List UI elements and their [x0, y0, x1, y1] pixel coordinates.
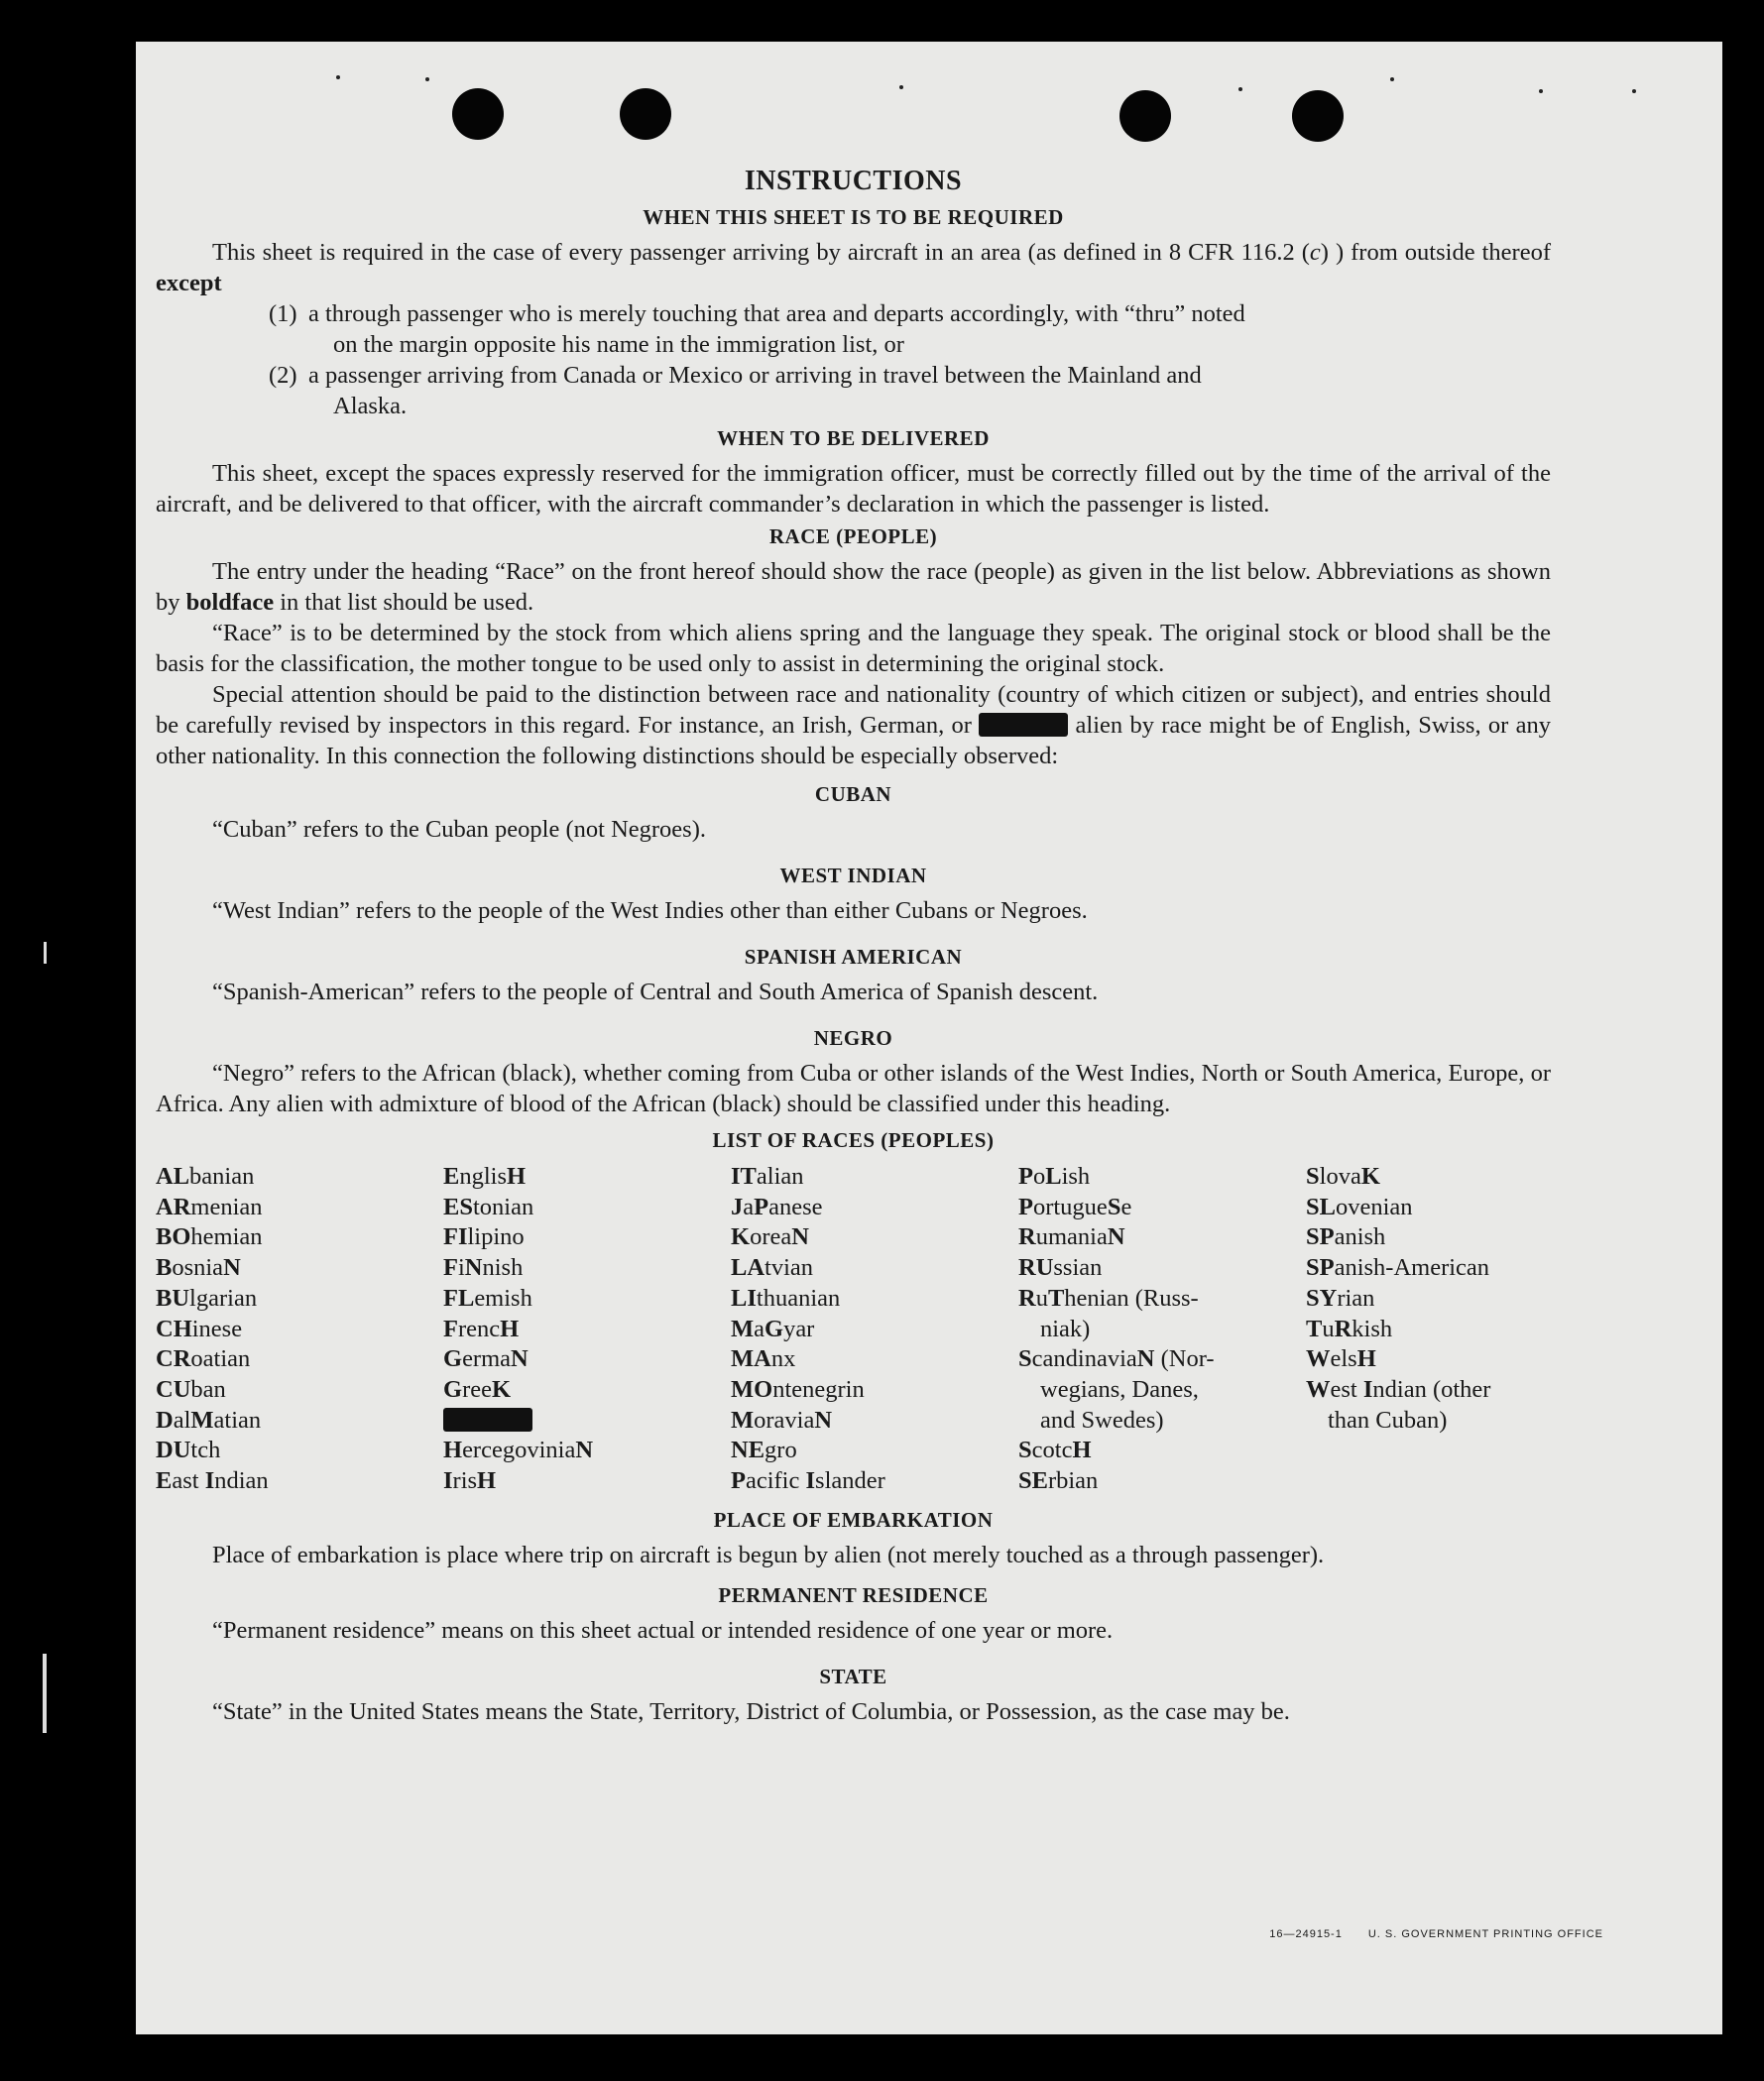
print-code: 16—24915-1 U. S. GOVERNMENT PRINTING OFFICE — [1269, 1928, 1603, 1940]
race-entry: SPanish-American — [1306, 1254, 1490, 1282]
punch-hole — [1292, 90, 1344, 142]
section-heading-residence: PERMANENT RESIDENCE — [718, 1582, 989, 1607]
race-entry: ScotcH — [1018, 1437, 1092, 1464]
speck — [1539, 89, 1543, 93]
punch-hole — [452, 88, 504, 140]
redaction-mark — [443, 1408, 532, 1432]
race-entry — [443, 1406, 731, 1437]
races-column — [443, 1162, 731, 1497]
race-entry: ScandinaviaN (Nor- wegians, Danes, and Swedes) — [1018, 1345, 1215, 1434]
section-heading-west-indian: WEST INDIAN — [779, 864, 927, 887]
race-paragraph-3: Special attention should be paid to the distinction between race and nationality (country of which citizen or subject), and entries should be carefully revised by inspectors in this regard. For instance, an Irish, German, or alien by race might be of English, Swiss, or any other nationality. In this connection the following distinctions should be especially observed: — [156, 681, 1551, 769]
race-entry: EStonian — [443, 1193, 534, 1220]
race-entry: FiNnish — [443, 1254, 524, 1282]
required-intro: This sheet is required in the case of every passenger arriving by aircraft in an area (as defined in 8 CFR 116.2 (c) ) from outside thereof except — [156, 239, 1551, 296]
race-entry: CRoatian — [156, 1345, 251, 1373]
delivered-text: This sheet, except the spaces expressly reserved for the immigration officer, must be correctly filled out by the time of the arrival of the aircraft, and be delivered to that officer, with the aircraft commander’s declaration in which the passenger is listed. — [156, 460, 1551, 518]
document-page — [136, 42, 1722, 2034]
races-column — [156, 1162, 443, 1497]
residence-text: “Permanent residence” means on this sheet actual or intended residence of one year or more. — [212, 1616, 1114, 1644]
race-entry: SLovenian — [1306, 1193, 1413, 1220]
race-entry: GermaN — [443, 1345, 529, 1373]
race-entry: DalMatian — [156, 1406, 262, 1434]
state-text: “State” in the United States means the State, Territory, District of Columbia, or Possession, as the case may be. — [212, 1697, 1290, 1725]
required-item-1: (1) a through passenger who is merely touching that area and departs accordingly, with “thru” noted on the margin opposite his name in the immigration list, or — [269, 300, 1245, 358]
race-entry: MOntenegrin — [731, 1375, 865, 1403]
race-entry: NEgro — [731, 1437, 797, 1464]
race-entry: RumaniaN — [1018, 1223, 1125, 1251]
race-entry: PoLish — [1018, 1163, 1091, 1190]
speck — [1632, 89, 1636, 93]
edge-mark — [44, 942, 47, 964]
section-heading-required: WHEN THIS SHEET IS TO BE REQUIRED — [643, 205, 1064, 229]
race-entry: PortugueSe — [1018, 1193, 1132, 1220]
race-entry: West Indian (other than Cuban) — [1306, 1375, 1491, 1434]
speck — [899, 85, 903, 89]
race-entry: SYrian — [1306, 1284, 1375, 1312]
race-entry: WelsH — [1306, 1345, 1376, 1373]
required-item-2: (2) a passenger arriving from Canada or Mexico or arriving in travel between the Mainland and Alaska. — [269, 362, 1202, 419]
speck — [425, 77, 429, 81]
race-entry: JaPanese — [731, 1193, 823, 1220]
spanish-american-text: “Spanish-American” refers to the people of Central and South America of Spanish descent. — [212, 979, 1099, 1005]
section-heading-negro: NEGRO — [813, 1026, 893, 1050]
page-title: INSTRUCTIONS — [744, 166, 963, 196]
section-heading-cuban: CUBAN — [814, 782, 892, 806]
race-entry: Pacific Islander — [731, 1467, 885, 1495]
race-entry: ARmenian — [156, 1193, 263, 1220]
instructions-content — [156, 166, 1551, 1727]
race-entry: ITalian — [731, 1163, 804, 1190]
west-indian-text: “West Indian” refers to the people of the West Indies other than either Cubans or Negroes. — [212, 897, 1088, 924]
race-entry: SErbian — [1018, 1467, 1099, 1495]
race-entry: CHinese — [156, 1315, 243, 1342]
race-entry: FLemish — [443, 1284, 532, 1312]
section-heading-embarkation: PLACE OF EMBARKATION — [713, 1507, 994, 1532]
race-entry: GreeK — [443, 1375, 512, 1403]
punch-hole — [620, 88, 671, 140]
race-entry: MaGyar — [731, 1315, 815, 1342]
race-entry: TuRkish — [1306, 1315, 1393, 1342]
race-entry: RuThenian (Russ- niak) — [1018, 1284, 1199, 1342]
edge-mark — [43, 1654, 47, 1733]
races-list — [156, 1162, 1551, 1497]
race-entry: SPanish — [1306, 1223, 1386, 1251]
speck — [1238, 87, 1242, 91]
race-entry: LAtvian — [731, 1254, 814, 1282]
race-entry: LIthuanian — [731, 1284, 841, 1312]
race-entry: FIlipino — [443, 1223, 525, 1251]
cuban-text: “Cuban” refers to the Cuban people (not Negroes). — [212, 816, 706, 843]
race-entry: KoreaN — [731, 1223, 809, 1251]
section-heading-spanish-american: SPANISH AMERICAN — [744, 945, 963, 969]
race-entry: CUban — [156, 1375, 226, 1403]
race-entry: FrencH — [443, 1315, 520, 1342]
embarkation-text: Place of embarkation is place where trip on aircraft is begun by alien (not merely touched as a through passenger). — [212, 1541, 1325, 1568]
race-entry: RUssian — [1018, 1254, 1103, 1282]
race-entry: BUlgarian — [156, 1284, 258, 1312]
race-entry: EnglisH — [443, 1163, 527, 1190]
race-entry: BosniaN — [156, 1254, 241, 1282]
races-column — [1018, 1162, 1306, 1497]
list-of-races-heading: LIST OF RACES (PEOPLES) — [712, 1128, 995, 1152]
race-paragraph-1: The entry under the heading “Race” on the front hereof should show the race (people) as given in the list below. Abbreviations as shown by boldface in that list should be used. — [156, 558, 1551, 616]
race-entry: MAnx — [731, 1345, 796, 1373]
race-entry: IrisH — [443, 1467, 497, 1495]
punch-hole — [1119, 90, 1171, 142]
race-entry: SlovaK — [1306, 1163, 1380, 1190]
race-entry: East Indian — [156, 1467, 269, 1495]
speck — [336, 75, 340, 79]
speck — [1390, 77, 1394, 81]
race-paragraph-2: “Race” is to be determined by the stock from which aliens spring and the language they speak. The original stock or blood shall be the basis for the classification, the mother tongue to be used only to assist in determining the original stock. — [156, 620, 1551, 677]
redaction-mark — [979, 713, 1068, 737]
race-entry: ALbanian — [156, 1163, 255, 1190]
section-heading-race: RACE (PEOPLE) — [768, 524, 938, 548]
race-entry: MoraviaN — [731, 1406, 833, 1434]
race-entry: BOhemian — [156, 1223, 263, 1251]
race-entry: HercegoviniaN — [443, 1437, 594, 1464]
races-column — [731, 1162, 1018, 1497]
negro-text: “Negro” refers to the African (black), whether coming from Cuba or other islands of the West Indies, North or South America, Europe, or Africa. Any alien with admixture of blood of the African (black) should be classified under this heading. — [156, 1060, 1551, 1117]
section-heading-state: STATE — [819, 1664, 887, 1688]
races-column — [1306, 1162, 1551, 1497]
section-heading-delivered: WHEN TO BE DELIVERED — [717, 426, 990, 450]
race-entry: DUtch — [156, 1437, 221, 1464]
